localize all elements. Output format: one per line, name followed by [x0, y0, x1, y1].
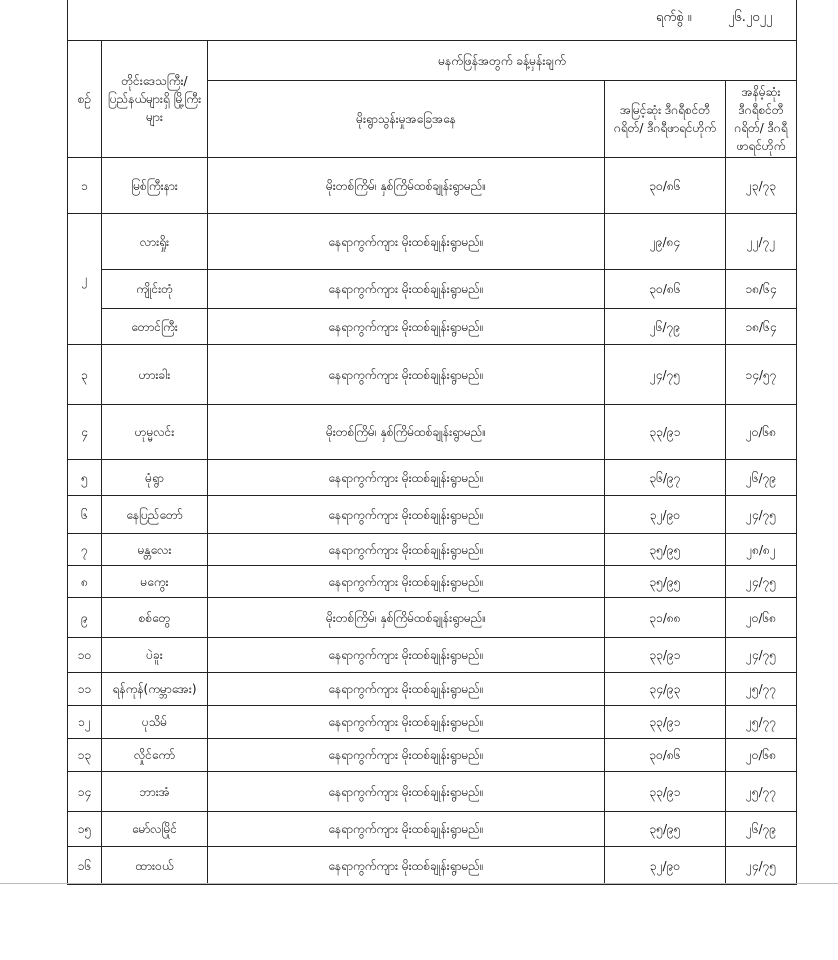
condition-cell: နေရာကွက်ကျား မိုးထစ်ချုန်းရွာမည်။ [208, 812, 605, 847]
table-row [68, 309, 797, 345]
min-temp-cell: ၂၄/၇၅ [726, 638, 797, 673]
min-temp-cell: ၂၅/၇၇ [726, 673, 797, 706]
table-row [68, 739, 797, 772]
max-temp-cell: ၂၄/၇၅ [605, 345, 726, 405]
row-number: ၈ [68, 566, 102, 598]
max-temp-cell: ၃၄/၉၃ [605, 673, 726, 706]
row-number: ၁၁ [68, 673, 102, 706]
header-min-temp: အနိမ့်ဆုံး ဒီဂရီစင်တီဂရိတ်/ ဒီဂရီဖာရင်ဟိုက် [726, 81, 797, 158]
table-row [68, 772, 797, 812]
bottom-rule [0, 883, 838, 884]
table-row [68, 598, 797, 638]
city-cell: မော်လမြိုင် [102, 812, 208, 847]
row-number: ၁၃ [68, 739, 102, 772]
table-row [68, 638, 797, 673]
forecast-table [67, 40, 797, 885]
min-temp-cell: ၂၄/၇၅ [726, 496, 797, 534]
table-row [68, 270, 797, 309]
condition-cell: နေရာကွက်ကျား မိုးထစ်ချုန်းရွာမည်။ [208, 214, 605, 270]
condition-cell: နေရာကွက်ကျား မိုးထစ်ချုန်းရွာမည်။ [208, 638, 605, 673]
row-number: ၁၂ [68, 706, 102, 739]
row-number: ၁၆ [68, 847, 102, 885]
table-row [68, 405, 797, 460]
row-number: ၁ [68, 158, 102, 214]
min-temp-cell: ၂၆/၇၉ [726, 812, 797, 847]
min-temp-cell: ၂၆/၇၉ [726, 460, 797, 496]
city-cell: ဘားအံ [102, 772, 208, 812]
min-temp-cell: ၂၄/၇၅ [726, 847, 797, 885]
max-temp-cell: ၃၀/၈၆ [605, 739, 726, 772]
max-temp-cell: ၃၂/၉၀ [605, 847, 726, 885]
condition-cell: မိုးတစ်ကြိမ်၊ နှစ်ကြိမ်ထစ်ချုန်းရွာမည်။ [208, 405, 605, 460]
max-temp-cell: ၃၅/၉၅ [605, 812, 726, 847]
max-temp-cell: ၃၀/၈၆ [605, 270, 726, 309]
forecast-table-body [68, 158, 797, 885]
condition-cell: နေရာကွက်ကျား မိုးထစ်ချုန်းရွာမည်။ [208, 309, 605, 345]
city-cell: စစ်တွေ [102, 598, 208, 638]
city-cell: မကွေး [102, 566, 208, 598]
condition-cell: နေရာကွက်ကျား မိုးထစ်ချုန်းရွာမည်။ [208, 534, 605, 566]
city-cell: နေပြည်တော် [102, 496, 208, 534]
max-temp-cell: ၃၅/၉၅ [605, 534, 726, 566]
row-number: ၃ [68, 345, 102, 405]
city-cell: မုံရွာ [102, 460, 208, 496]
min-temp-cell: ၂၅/၇၇ [726, 772, 797, 812]
min-temp-cell: ၂၅/၇၇ [726, 706, 797, 739]
min-temp-cell: ၂၀/၆၈ [726, 739, 797, 772]
row-number: ၁၀ [68, 638, 102, 673]
condition-cell: နေရာကွက်ကျား မိုးထစ်ချုန်းရွာမည်။ [208, 706, 605, 739]
condition-cell: နေရာကွက်ကျား မိုးထစ်ချုန်းရွာမည်။ [208, 739, 605, 772]
table-row [68, 496, 797, 534]
min-temp-cell: ၂၃/၇၃ [726, 158, 797, 214]
max-temp-cell: ၃၃/၉၁ [605, 405, 726, 460]
min-temp-cell: ၂၀/၆၈ [726, 598, 797, 638]
row-number: ၉ [68, 598, 102, 638]
condition-cell: နေရာကွက်ကျား မိုးထစ်ချုန်းရွာမည်။ [208, 772, 605, 812]
max-temp-cell: ၃၅/၉၅ [605, 566, 726, 598]
table-row [68, 345, 797, 405]
max-temp-cell: ၃၂/၉၀ [605, 496, 726, 534]
row-number: ၁၄ [68, 772, 102, 812]
row-number: ၂ [68, 214, 102, 345]
header-no: စဉ် [68, 41, 102, 158]
condition-cell: နေရာကွက်ကျား မိုးထစ်ချုန်းရွာမည်။ [208, 566, 605, 598]
city-cell: လှိုင်ကော် [102, 739, 208, 772]
date-value: ၂၆.၂၀၂၂ [728, 10, 773, 25]
condition-cell: နေရာကွက်ကျား မိုးထစ်ချုန်းရွာမည်။ [208, 460, 605, 496]
city-cell: ဟားခါး [102, 345, 208, 405]
min-temp-cell: ၂၈/၈၂ [726, 534, 797, 566]
max-temp-cell: ၂၆/၇၉ [605, 309, 726, 345]
min-temp-cell: ၁၈/၆၄ [726, 309, 797, 345]
city-cell: တောင်ကြီး [102, 309, 208, 345]
row-number: ၆ [68, 496, 102, 534]
max-temp-cell: ၃၀/၈၆ [605, 158, 726, 214]
header-forecast: မနက်ဖြန်အတွက် ခန့်မှန်းချက် [208, 41, 797, 81]
max-temp-cell: ၃၁/၈၈ [605, 598, 726, 638]
city-cell: ထားဝယ် [102, 847, 208, 885]
city-cell: ပုသိမ် [102, 706, 208, 739]
max-temp-cell: ၃၃/၉၁ [605, 638, 726, 673]
table-row [68, 534, 797, 566]
city-cell: ရန်ကုန်(ကမ္ဘာအေး) [102, 673, 208, 706]
table-row [68, 812, 797, 847]
table-row [68, 847, 797, 885]
min-temp-cell: ၂၄/၇၅ [726, 566, 797, 598]
row-number: ၅ [68, 460, 102, 496]
row-number: ၄ [68, 405, 102, 460]
table-row [68, 460, 797, 496]
min-temp-cell: ၂၀/၆၈ [726, 405, 797, 460]
table-row [68, 706, 797, 739]
city-cell: ပဲခူး [102, 638, 208, 673]
max-temp-cell: ၃၃/၉၁ [605, 772, 726, 812]
city-cell: ဟုမ္မလင်း [102, 405, 208, 460]
condition-cell: နေရာကွက်ကျား မိုးထစ်ချုန်းရွာမည်။ [208, 345, 605, 405]
max-temp-cell: ၂၉/၈၄ [605, 214, 726, 270]
condition-cell: နေရာကွက်ကျား မိုးထစ်ချုန်းရွာမည်။ [208, 673, 605, 706]
condition-cell: နေရာကွက်ကျား မိုးထစ်ချုန်းရွာမည်။ [208, 270, 605, 309]
city-cell: မန္တလေး [102, 534, 208, 566]
condition-cell: မိုးတစ်ကြိမ်၊ နှစ်ကြိမ်ထစ်ချုန်းရွာမည်။ [208, 158, 605, 214]
min-temp-cell: ၁၄/၅၇ [726, 345, 797, 405]
condition-cell: မိုးတစ်ကြိမ်၊ နှစ်ကြိမ်ထစ်ချုန်းရွာမည်။ [208, 598, 605, 638]
city-cell: လားရှိုး [102, 214, 208, 270]
table-row [68, 158, 797, 214]
row-number: ၁၅ [68, 812, 102, 847]
table-row [68, 566, 797, 598]
header-max-temp: အမြင့်ဆုံး ဒီဂရီစင်တီဂရိတ်/ ဒီဂရီဖာရင်ဟိုက် [605, 81, 726, 158]
min-temp-cell: ၂၂/၇၂ [726, 214, 797, 270]
header-city: တိုင်းဒေသကြီး/ ပြည်နယ်များရှိ မြို့ကြီးများ [102, 41, 208, 158]
city-cell: မြစ်ကြီးနား [102, 158, 208, 214]
table-row [68, 673, 797, 706]
condition-cell: နေရာကွက်ကျား မိုးထစ်ချုန်းရွာမည်။ [208, 496, 605, 534]
max-temp-cell: ၃၃/၉၁ [605, 706, 726, 739]
table-row [68, 214, 797, 270]
city-cell: ကျိုင်းတုံ [102, 270, 208, 309]
max-temp-cell: ၃၆/၉၇ [605, 460, 726, 496]
condition-cell: နေရာကွက်ကျား မိုးထစ်ချုန်းရွာမည်။ [208, 847, 605, 885]
header-condition: မိုးရွာသွန်းမှုအခြေအနေ [208, 81, 605, 158]
row-number: ၇ [68, 534, 102, 566]
date-label: ရက်စွဲ ။ [656, 10, 692, 25]
min-temp-cell: ၁၈/၆၄ [726, 270, 797, 309]
